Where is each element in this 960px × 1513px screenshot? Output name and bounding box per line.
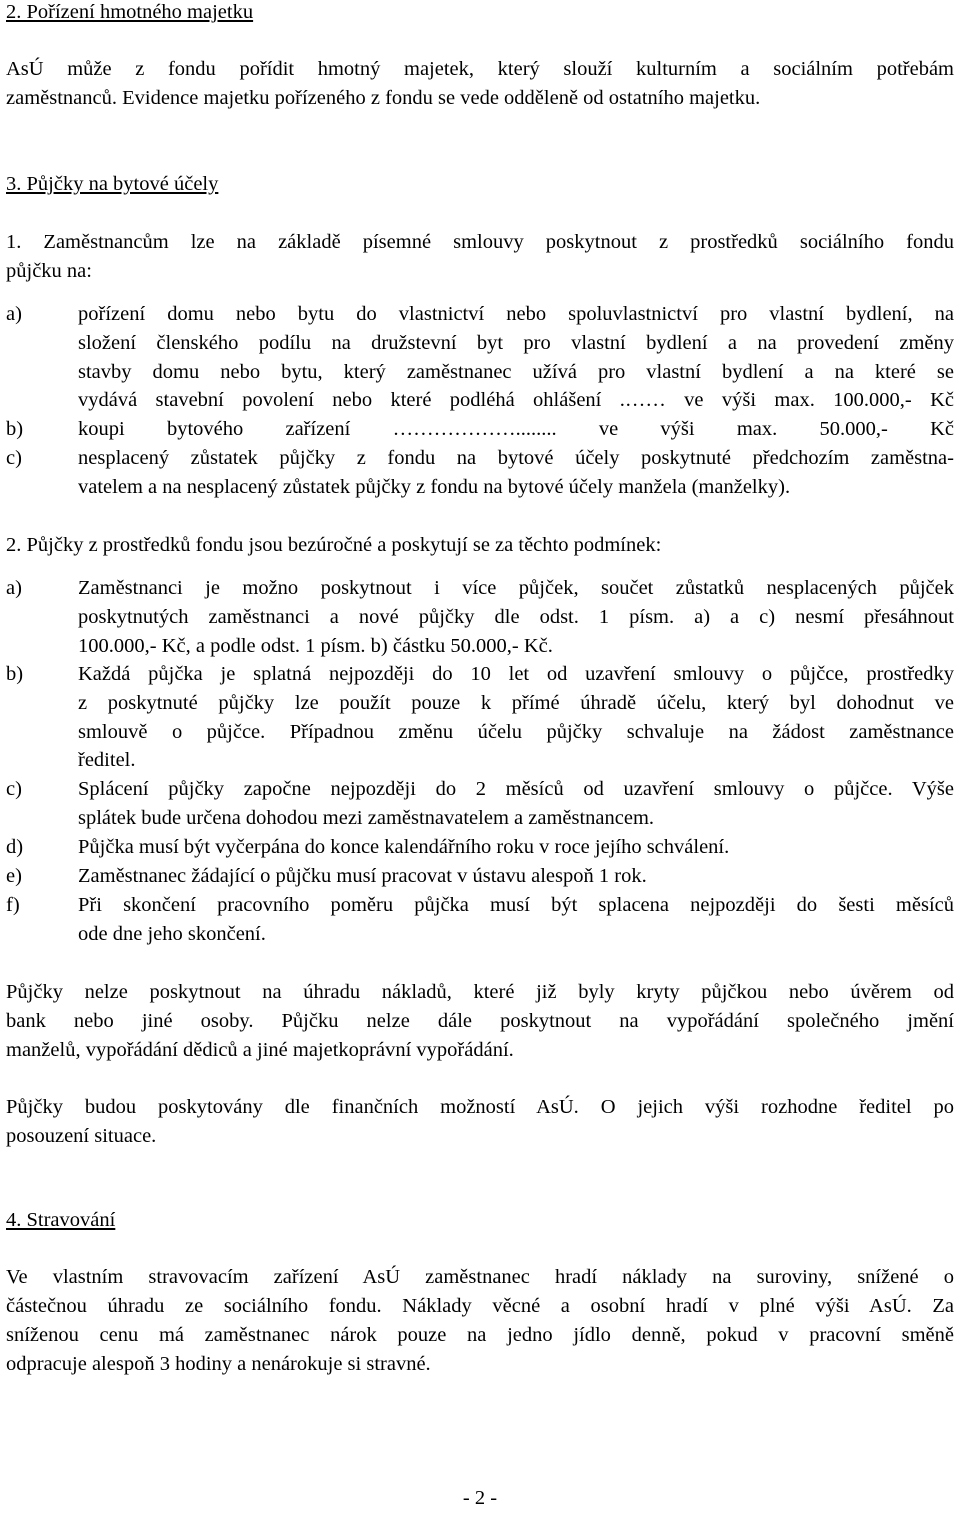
paragraph-line: manželů, vypořádání dědiců a jiné majetkoprávní vypořádání.: [6, 1039, 514, 1061]
list-item-line: stavby domu nebo bytu, který zaměstnanec užívá pro vlastní bydlení a na které se: [78, 361, 954, 383]
list-item-line: Zaměstnanci je možno poskytnout i více půjček, součet zůstatků nesplacených půjček: [78, 577, 954, 599]
section-heading: 4. Stravování: [6, 1209, 116, 1231]
paragraph-line: Půjčky budou poskytovány dle finančních možností AsÚ. O jejich výši rozhodne ředitel po: [6, 1096, 954, 1118]
list-item-line: z poskytnuté půjčky lze použít pouze k přímé úhradě účelu, který byl dohodnut ve: [78, 692, 954, 714]
paragraph-line: posouzení situace.: [6, 1125, 157, 1147]
paragraph-line: zaměstnanců. Evidence majetku pořízeného z fondu se vede odděleně od ostatního majetku.: [6, 87, 761, 109]
list-label: c): [6, 778, 22, 800]
list-item-line: Zaměstnanec žádající o půjčku musí pracovat v ústavu alespoň 1 rok.: [78, 865, 647, 887]
list-label: b): [6, 418, 24, 440]
list-item-line: 100.000,- Kč, a podle odst. 1 písm. b) částku 50.000,- Kč.: [78, 635, 553, 657]
list-item-line: Při skončení pracovního poměru půjčka musí být splacena nejpozději do šesti měsíců: [78, 894, 954, 916]
paragraph-line: sníženou cenu má zaměstnanec nárok pouze na jedno jídlo denně, pokud v pracovní směně: [6, 1324, 954, 1346]
list-label: d): [6, 836, 24, 858]
list-label: a): [6, 303, 22, 325]
list-item-line: vydává stavební povolení nebo které podléhá ohlášení .…… ve výši max. 100.000,- Kč: [78, 389, 954, 411]
list-label: f): [6, 894, 20, 916]
list-item-line: vatelem a na nesplacený zůstatek půjčky z fondu na bytové účely manžela (manželky).: [78, 476, 791, 498]
paragraph-line: 2. Půjčky z prostředků fondu jsou bezúročné a poskytují se za těchto podmínek:: [6, 534, 662, 556]
section-heading: 2. Pořízení hmotného majetku: [6, 1, 254, 23]
paragraph-line: AsÚ může z fondu pořídit hmotný majetek, který slouží kulturním a sociálním potřebám: [6, 58, 954, 80]
list-label: c): [6, 447, 22, 469]
paragraph-line: 1. Zaměstnancům lze na základě písemné smlouvy poskytnout z prostředků sociálního fondu: [6, 231, 954, 253]
list-item-line: koupi bytového zařízení ………………........ ve výši max. 50.000,- Kč: [78, 418, 954, 440]
list-item-line: ode dne jeho skončení.: [78, 923, 266, 945]
section-heading: 3. Půjčky na bytové účely: [6, 173, 219, 195]
paragraph-line: půjčku na:: [6, 260, 92, 282]
list-label: b): [6, 663, 24, 685]
list-item-line: Půjčka musí být vyčerpána do konce kalendářního roku v roce jejího schválení.: [78, 836, 730, 858]
list-item-line: pořízení domu nebo bytu do vlastnictví nebo spoluvlastnictví pro vlastní bydlení, na: [78, 303, 954, 325]
paragraph-line: částečnou úhradu ze sociálního fondu. Náklady věcné a osobní hradí v plné výši AsÚ. Za: [6, 1295, 954, 1317]
list-item-line: Každá půjčka je splatná nejpozději do 10 let od uzavření smlouvy o půjčce, prostředky: [78, 663, 954, 685]
paragraph-line: bank nebo jiné osoby. Půjčku nelze dále poskytnout na vypořádání společného jmění: [6, 1010, 954, 1032]
list-item-line: poskytnutých zaměstnanci a nové půjčky dle odst. 1 písm. a) a c) nesmí přesáhnout: [78, 606, 954, 628]
list-item-line: nesplacený zůstatek půjčky z fondu na bytové účely poskytnuté předchozím zaměstna-: [78, 447, 954, 469]
list-item-line: splátek bude určena dohodou mezi zaměstnavatelem a zaměstnancem.: [78, 807, 655, 829]
page-number: - 2 -: [462, 1487, 498, 1509]
list-label: e): [6, 865, 22, 887]
list-item-line: smlouvě o půjčce. Případnou změnu účelu půjčky schvaluje na žádost zaměstnance: [78, 721, 954, 743]
list-item-line: složení členského podílu na družstevní byt pro vlastní bydlení a na provedení změny: [78, 332, 954, 354]
paragraph-line: odpracuje alespoň 3 hodiny a nenárokuje si stravné.: [6, 1353, 431, 1375]
list-label: a): [6, 577, 22, 599]
list-item-line: Splácení půjčky započne nejpozději do 2 měsíců od uzavření smlouvy o půjčce. Výše: [78, 778, 954, 800]
paragraph-line: Půjčky nelze poskytnout na úhradu nákladů, které již byly kryty půjčkou nebo úvěrem od: [6, 981, 954, 1003]
list-item-line: ředitel.: [78, 749, 136, 771]
paragraph-line: Ve vlastním stravovacím zařízení AsÚ zaměstnanec hradí náklady na suroviny, snížené o: [6, 1266, 954, 1288]
